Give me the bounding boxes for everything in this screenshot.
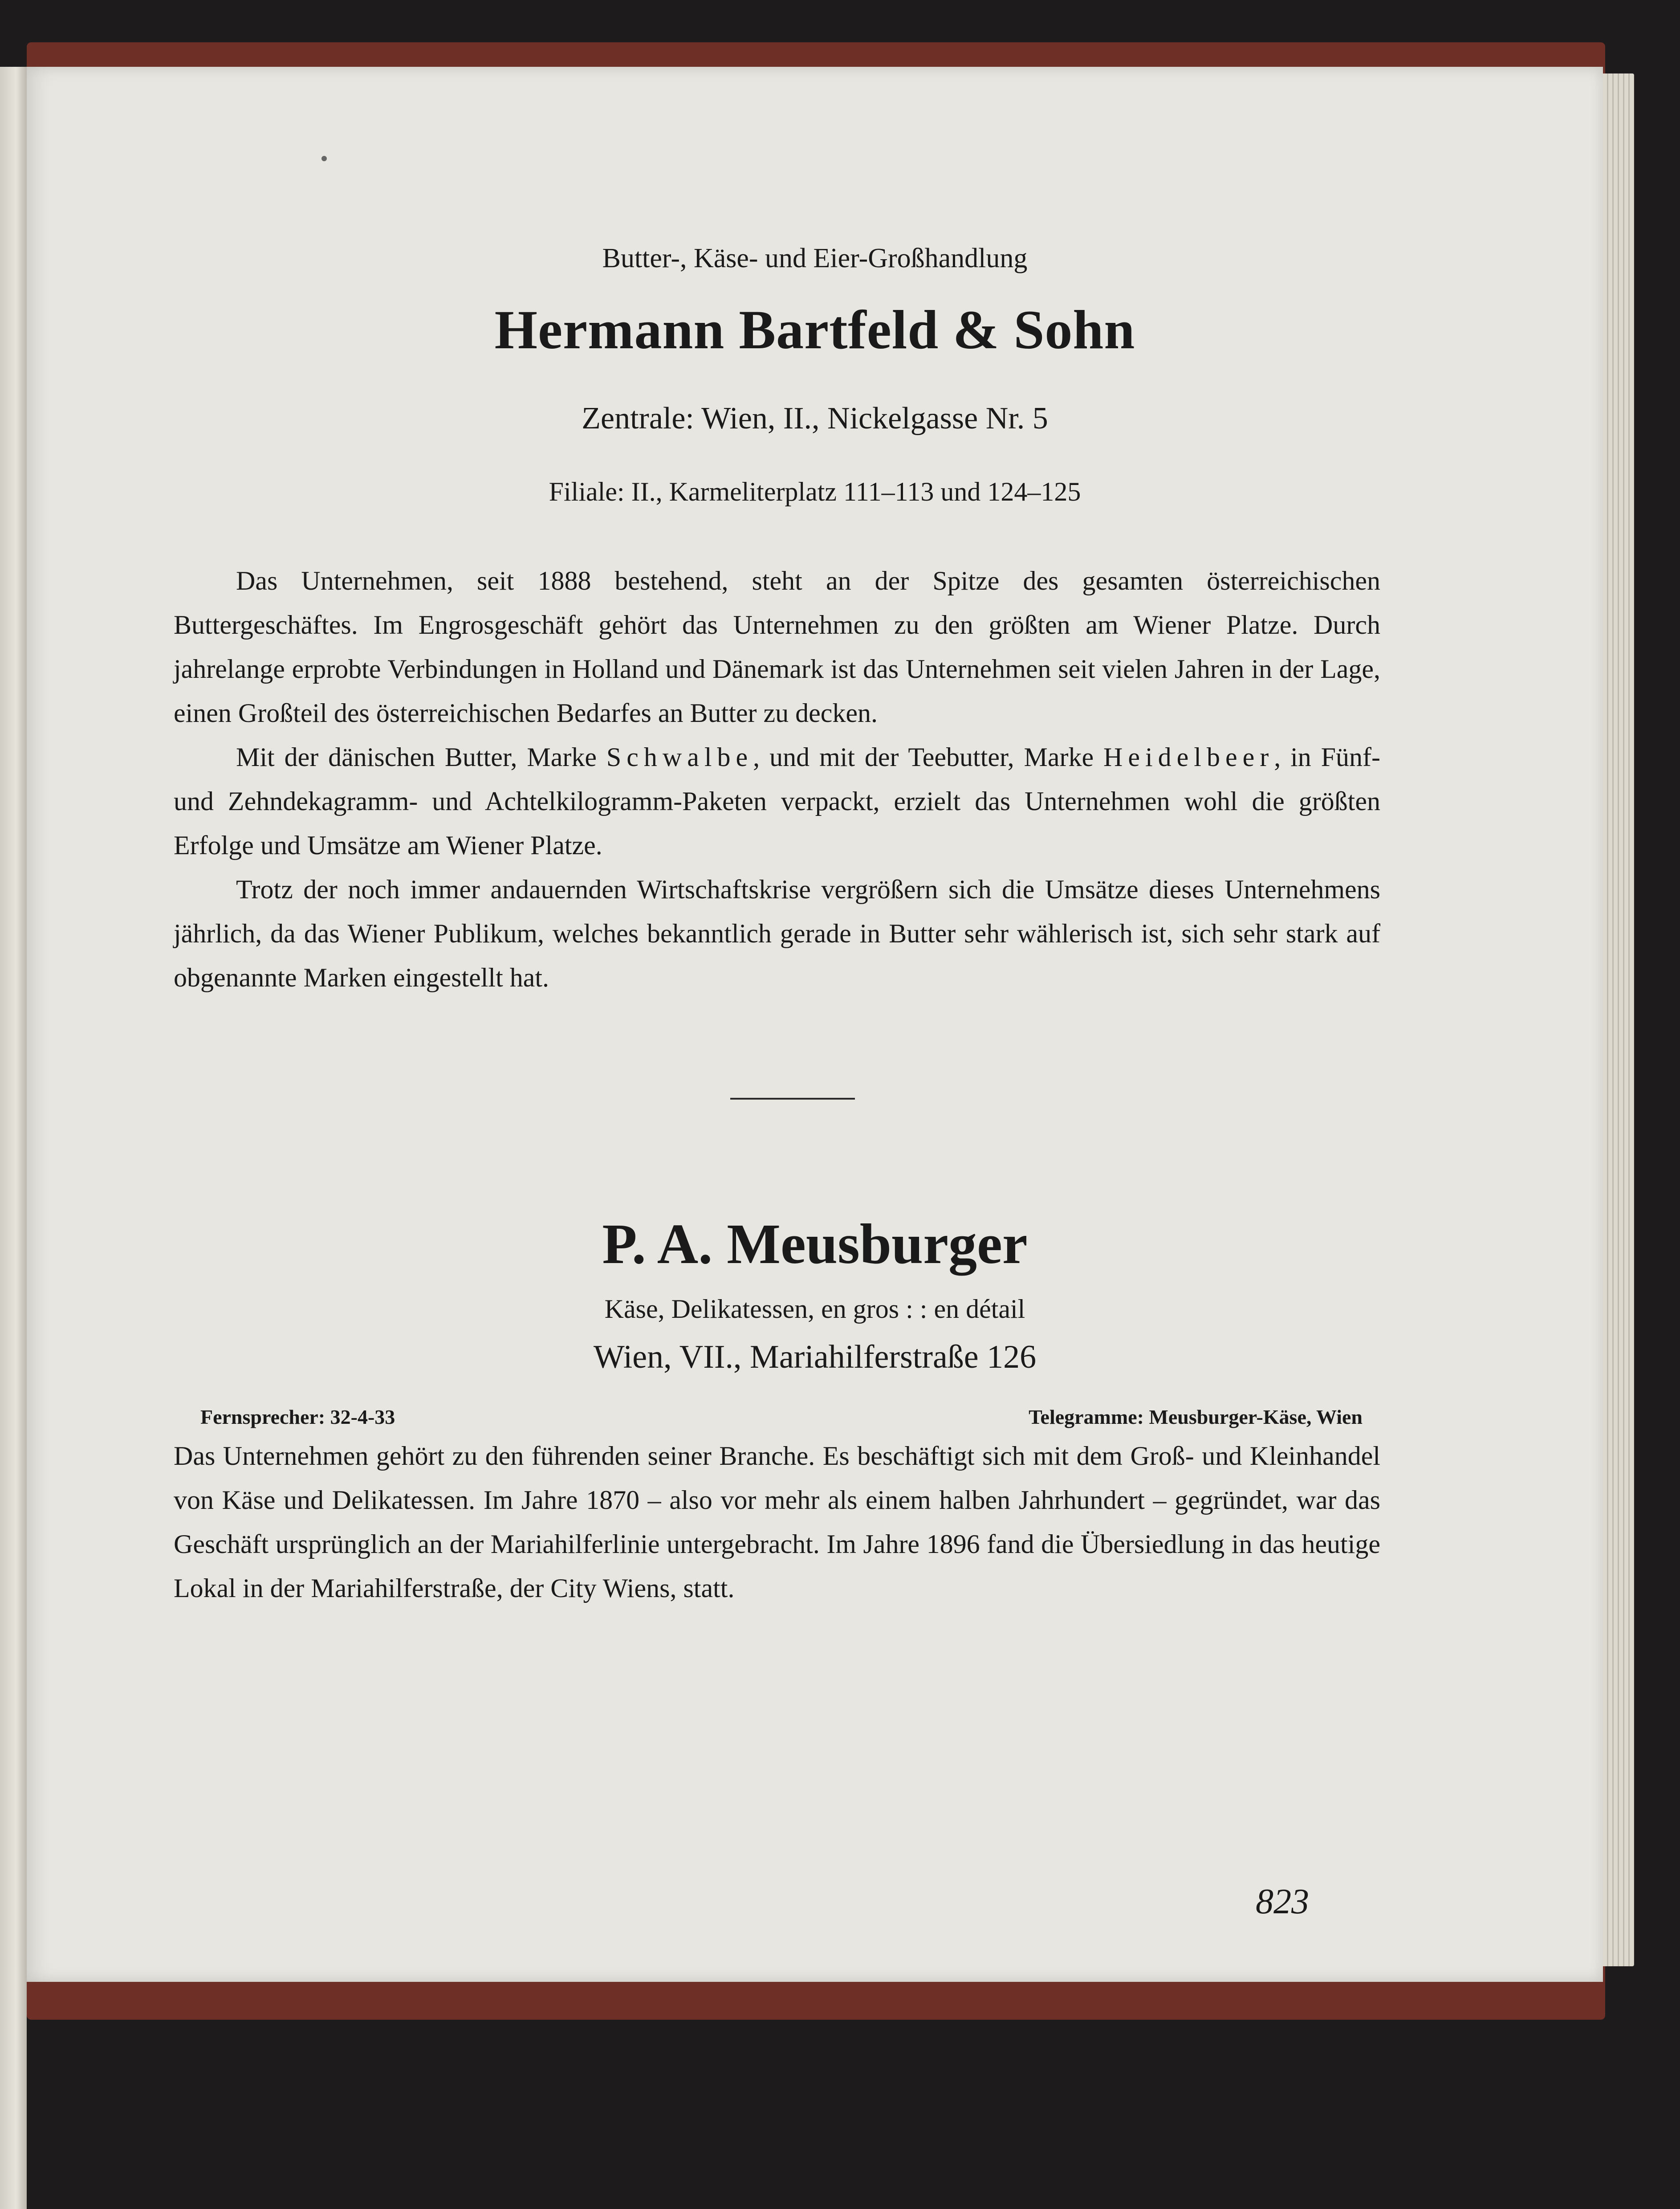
phone-number: Fernsprecher: 32-4-33 <box>200 1406 395 1428</box>
company-title: Hermann Bartfeld & Sohn <box>494 299 1135 360</box>
company-subtitle: Butter-, Käse- und Eier-Großhandlung <box>602 243 1028 273</box>
section1-paragraph-3: Trotz der noch immer andauernden Wirtschaftskrise vergrößern sich die Umsätze dieses Unternehmens jährlich, da das Wiener Publikum, welches bekanntlich gerade in Butter sehr wählerisch ist, sich sehr stark auf obgenannte Marken eingestellt hat. <box>174 875 1380 992</box>
page-number: 823 <box>1256 1882 1309 1921</box>
company2-title: P. A. Meusburger <box>602 1212 1028 1276</box>
section2-body <box>174 1434 1380 1610</box>
branch-address: Filiale: II., Karmeliterplatz 111–113 und 124–125 <box>549 477 1081 506</box>
section2-paragraph-1: Das Unternehmen gehört zu den führenden seiner Branche. Es beschäftigt sich mit dem Groß- und Kleinhandel von Käse und Delikatessen. Im Jahre 1870 – also vor mehr als einem halben Jahrhundert – gegründet, war das Geschäft ursprünglich an der Mariahilferlinie untergebracht. Im Jahre 1896 fand die Übersiedlung in das heutige Lokal in der Mariahilferstraße, der City Wiens, statt. <box>174 1441 1380 1603</box>
headquarters-address: Zentrale: Wien, II., Nickelgasse Nr. 5 <box>582 401 1048 436</box>
book-page <box>27 67 1603 1982</box>
ink-speck <box>321 156 327 161</box>
brand-schwalbe: Schwalbe <box>606 742 753 772</box>
section1-paragraph-1: Das Unternehmen, seit 1888 bestehend, steht an der Spitze des gesamten österreichischen Buttergeschäftes. Im Engrosgeschäft gehört das Unternehmen zu den größten am Wiener Platze. Durch jahrelange erprobte Verbindungen in Holland und Dänemark ist das Unternehmen seit vielen Jahren in der Lage, einen Großteil des österreichischen Bedarfes an Butter zu decken. <box>174 566 1380 728</box>
section-divider <box>730 1098 855 1100</box>
telegram-address: Telegramme: Meusburger-Käse, Wien <box>1029 1406 1363 1428</box>
brand-heidelbeer: Heidelbeer <box>1103 742 1274 772</box>
section1-paragraph-2: Mit der dänischen Butter, Marke Schwalbe, und mit der Teebutter, Marke Heidelbeer, in Fünf- und Zehndekagramm- und Achtelkilogramm-Paketen verpackt, erzielt das Unternehmen wohl die größten Erfolge und Umsätze am Wiener Platze. <box>174 742 1381 860</box>
section1-body <box>174 559 1380 1000</box>
book-binding <box>0 67 27 2209</box>
company2-description: Käse, Delikatessen, en gros : : en détail <box>604 1294 1025 1324</box>
company2-address: Wien, VII., Mariahilferstraße 126 <box>593 1339 1037 1375</box>
